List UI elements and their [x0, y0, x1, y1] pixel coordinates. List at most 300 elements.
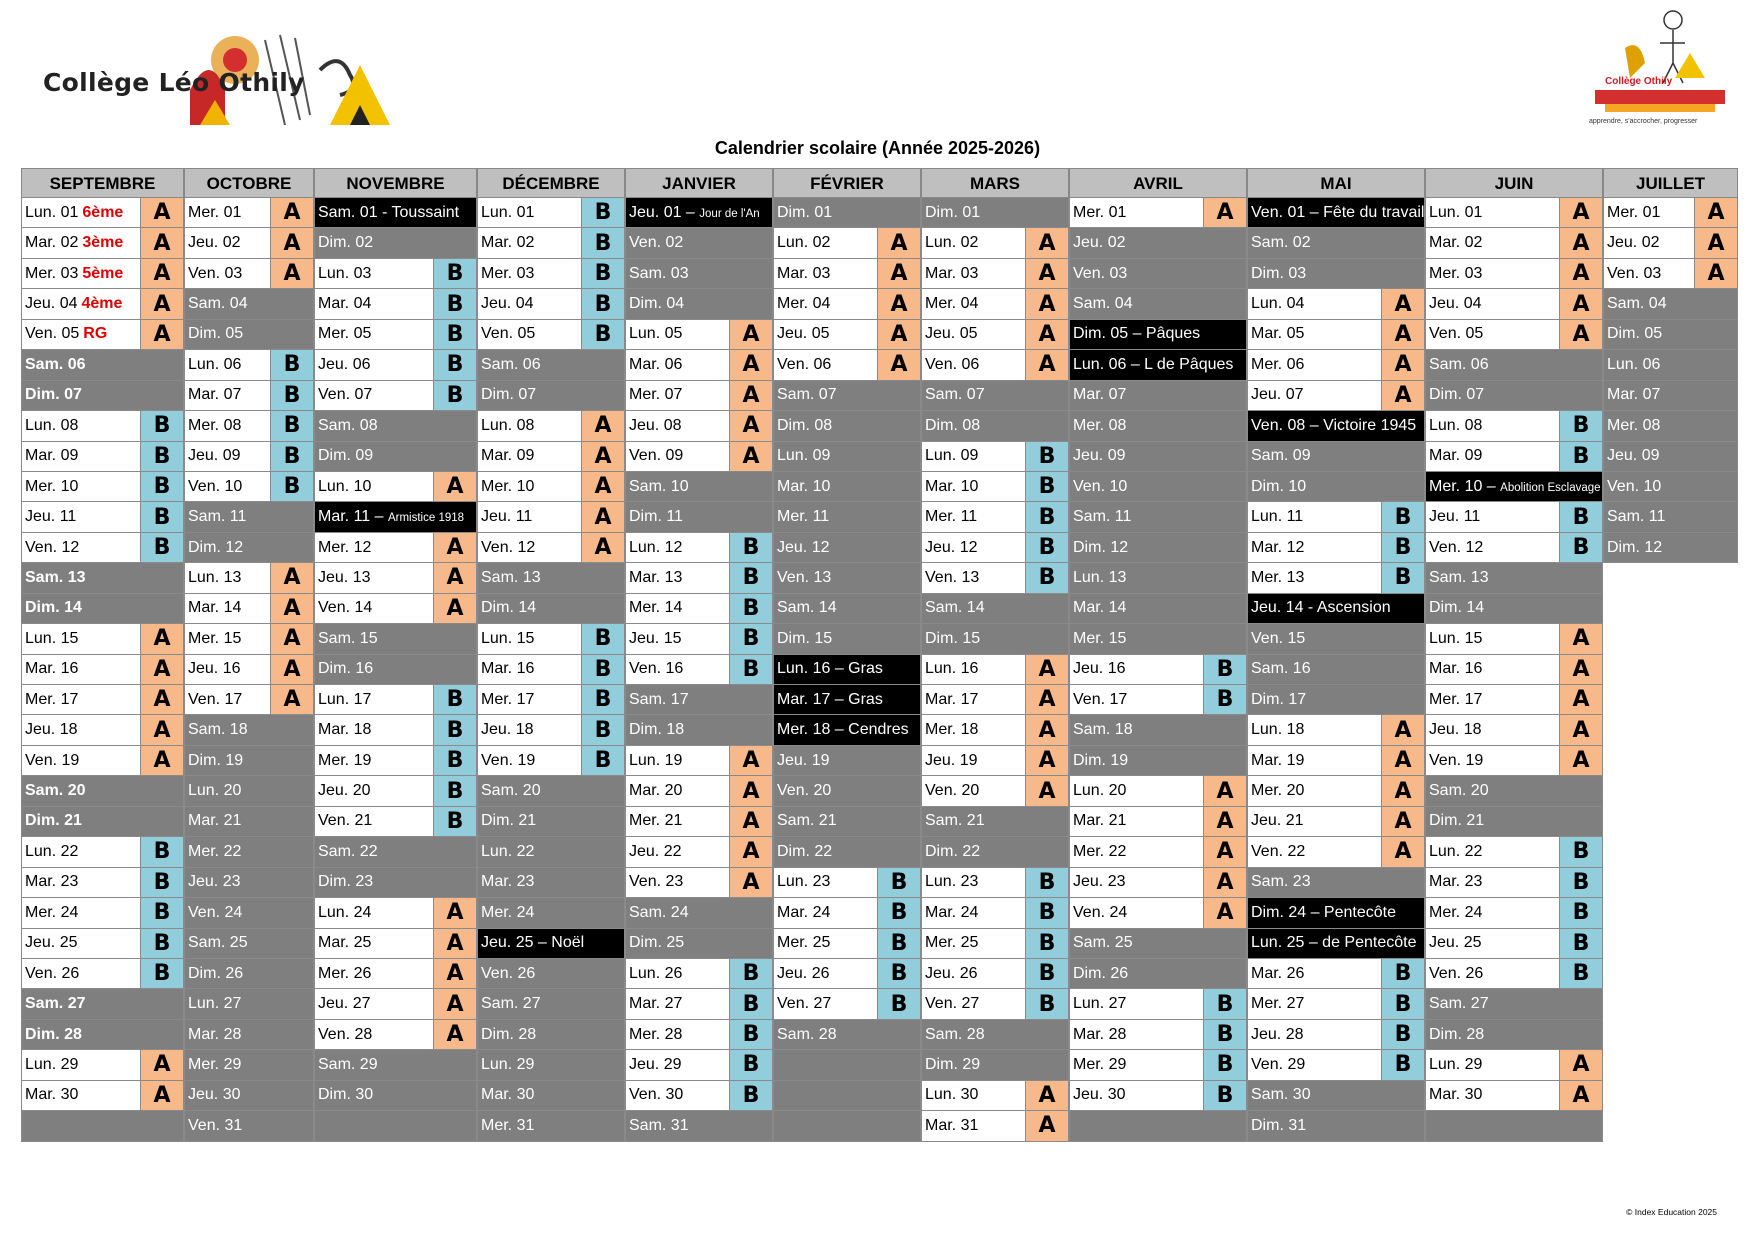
day-cell — [921, 289, 1069, 319]
day-label: Mer. 18 — [925, 721, 979, 739]
holiday-cell — [773, 685, 921, 715]
day-label: Jeu. 11 — [481, 508, 533, 526]
week-a-badge: A — [140, 624, 183, 653]
day-cell — [477, 320, 625, 350]
school-emblem — [1585, 8, 1735, 133]
day-cell — [1425, 1020, 1603, 1050]
day-label: Dim. 12 — [1607, 538, 1663, 556]
day-cell — [773, 989, 921, 1019]
day-label: Mar. 09 — [1429, 447, 1483, 465]
day-label: Sam. 06 — [25, 355, 86, 373]
day-cell — [1425, 594, 1603, 624]
day-cell — [21, 776, 184, 806]
day-cell — [1247, 746, 1425, 776]
day-cell — [21, 289, 184, 319]
week-a-badge: A — [1025, 746, 1068, 775]
day-label: Sam. 09 — [1251, 447, 1311, 465]
day-label: Mer. 31 — [481, 1116, 535, 1134]
day-label: Lun. 13 — [188, 568, 242, 586]
week-a-badge: A — [1559, 685, 1602, 714]
day-label: Lun. 06 — [1607, 355, 1661, 373]
holiday-name: Abolition Esclavage — [1500, 481, 1601, 494]
day-label: Lun. 29 — [25, 1055, 79, 1073]
day-label: Dim. 07 — [481, 386, 537, 404]
week-a-badge: A — [270, 594, 313, 623]
day-label: Mar. 23 — [481, 873, 535, 891]
day-label: Sam. 24 — [629, 903, 689, 921]
week-b-badge: B — [1559, 898, 1602, 927]
day-cell — [1069, 837, 1247, 867]
day-cell — [921, 320, 1069, 350]
day-label: Mar. 16 — [1429, 660, 1483, 678]
day-cell — [1069, 381, 1247, 411]
day-label: Jeu. 22 — [629, 842, 682, 860]
week-a-badge: A — [140, 1050, 183, 1079]
day-label: Sam. 04 — [188, 295, 248, 313]
week-a-badge: A — [877, 320, 920, 349]
day-cell — [921, 442, 1069, 472]
week-a-badge: A — [433, 929, 476, 958]
week-b-badge: B — [140, 533, 183, 562]
day-cell — [1069, 563, 1247, 593]
emblem-text: Collège Othily — [1605, 76, 1673, 87]
school-name: Collège Léo Othily — [43, 68, 305, 97]
month-header: JUIN — [1425, 168, 1603, 198]
week-a-badge: A — [1381, 776, 1424, 805]
day-label: Ven. 28 — [318, 1025, 373, 1043]
day-label: Dim. 07 — [25, 386, 82, 404]
month-header: AVRIL — [1069, 168, 1247, 198]
day-cell — [1069, 594, 1247, 624]
day-label: Lun. 05 — [629, 325, 683, 343]
day-label: Sam. 06 — [1429, 355, 1489, 373]
day-cell — [1069, 776, 1247, 806]
day-label: Mar. 25 — [318, 934, 372, 952]
day-cell — [21, 533, 184, 563]
day-cell — [625, 472, 773, 502]
holiday-name: Armistice 1918 — [387, 512, 465, 525]
day-label: Jeu. 16 — [1073, 660, 1126, 678]
day-cell — [21, 502, 184, 532]
day-cell — [1603, 259, 1738, 289]
day-cell — [1069, 228, 1247, 258]
day-label: Lun. 23 — [925, 873, 979, 891]
week-b-badge: B — [1025, 563, 1068, 592]
day-label: Mer. 28 — [629, 1025, 683, 1043]
week-a-badge: A — [1203, 898, 1246, 927]
day-cell — [1247, 1050, 1425, 1080]
week-b-badge: B — [729, 1081, 772, 1110]
day-label: Lun. 08 — [481, 416, 535, 434]
day-cell — [1069, 685, 1247, 715]
day-cell — [21, 472, 184, 502]
day-cell — [1603, 502, 1738, 532]
day-label: Jeu. 05 — [777, 325, 830, 343]
day-cell — [773, 472, 921, 502]
day-label: Sam. 20 — [481, 782, 541, 800]
day-cell — [773, 837, 921, 867]
month-header: JANVIER — [625, 168, 773, 198]
day-cell — [21, 746, 184, 776]
day-label: Dim. 22 — [925, 842, 981, 860]
day-cell — [477, 411, 625, 441]
day-cell — [21, 989, 184, 1019]
day-cell — [921, 776, 1069, 806]
day-label: Mer. 15 — [188, 629, 242, 647]
day-cell — [625, 502, 773, 532]
day-cell — [314, 837, 477, 867]
day-label: Dim. 21 — [1429, 812, 1485, 830]
day-cell — [314, 411, 477, 441]
day-cell — [184, 1081, 314, 1111]
week-b-badge: B — [140, 442, 183, 471]
week-b-badge: B — [140, 898, 183, 927]
day-label: Dim. 21 — [25, 812, 82, 830]
week-a-badge: A — [433, 533, 476, 562]
day-cell — [184, 594, 314, 624]
week-a-badge: A — [1694, 198, 1737, 227]
day-label: Jeu. 18 — [481, 721, 534, 739]
week-b-badge: B — [433, 746, 476, 775]
day-label: Mar. 16 — [25, 660, 79, 678]
week-b-badge: B — [1203, 989, 1246, 1018]
day-label: Mar. 30 — [481, 1086, 535, 1104]
day-cell — [477, 1050, 625, 1080]
day-cell — [1247, 959, 1425, 989]
week-b-badge: B — [729, 959, 772, 988]
day-cell — [1425, 320, 1603, 350]
day-label: Mer. 24 — [1429, 903, 1483, 921]
week-b-badge: B — [270, 411, 313, 440]
day-cell — [1069, 1081, 1247, 1111]
empty-cell — [773, 1111, 921, 1141]
day-cell — [21, 411, 184, 441]
day-label: Jeu. 11 — [25, 508, 77, 526]
day-cell — [773, 594, 921, 624]
day-label: Lun. 22 — [481, 842, 535, 860]
day-cell — [477, 989, 625, 1019]
week-a-badge: A — [140, 289, 183, 318]
day-label: Jeu. 14 - Ascension — [1251, 599, 1391, 617]
day-cell — [1425, 228, 1603, 258]
month-column — [1425, 168, 1603, 1142]
day-cell — [314, 320, 477, 350]
day-cell — [477, 442, 625, 472]
day-label: Lun. 16 – Gras — [777, 660, 883, 678]
day-label: Sam. 01 - Toussaint — [318, 203, 460, 221]
week-a-badge: A — [1025, 320, 1068, 349]
day-cell — [625, 868, 773, 898]
week-b-badge: B — [1025, 472, 1068, 501]
day-cell — [184, 655, 314, 685]
day-label: Jeu. 28 — [1251, 1025, 1304, 1043]
day-label: Lun. 27 — [1073, 995, 1127, 1013]
day-cell — [21, 715, 184, 745]
day-cell — [625, 563, 773, 593]
day-label: Mar. 16 — [481, 660, 535, 678]
week-a-badge: A — [1559, 1081, 1602, 1110]
week-b-badge: B — [581, 624, 624, 653]
day-cell — [184, 1020, 314, 1050]
day-label: Ven. 24 — [1073, 903, 1128, 921]
day-cell — [21, 868, 184, 898]
day-cell — [1603, 533, 1738, 563]
week-a-badge: A — [433, 594, 476, 623]
day-cell — [21, 228, 184, 258]
holiday-cell — [1425, 472, 1603, 502]
day-cell — [1247, 563, 1425, 593]
day-label: Mer. 24 — [25, 903, 79, 921]
day-label: Lun. 29 — [481, 1055, 535, 1073]
day-cell — [1425, 198, 1603, 228]
day-label: Ven. 31 — [188, 1116, 243, 1134]
day-label: Mer. 29 — [1073, 1055, 1127, 1073]
holiday-cell — [1247, 198, 1425, 228]
week-b-badge: B — [140, 837, 183, 866]
week-b-badge: B — [1381, 1020, 1424, 1049]
day-label: Mer. 22 — [1073, 842, 1127, 860]
day-cell — [184, 289, 314, 319]
day-cell — [21, 350, 184, 380]
week-a-badge: A — [270, 685, 313, 714]
week-a-badge: A — [729, 746, 772, 775]
week-b-badge: B — [1559, 959, 1602, 988]
day-cell — [477, 502, 625, 532]
day-cell — [477, 1111, 625, 1141]
week-a-badge: A — [433, 1020, 476, 1049]
day-label: Sam. 08 — [318, 416, 378, 434]
day-cell — [314, 259, 477, 289]
day-cell — [1069, 533, 1247, 563]
day-label: Lun. 06 – L de Pâques — [1073, 355, 1234, 373]
day-label: Sam. 04 — [1607, 295, 1667, 313]
day-cell — [921, 624, 1069, 654]
day-label: Dim. 05 — [1607, 325, 1663, 343]
day-label: Ven. 03 — [188, 264, 243, 282]
day-cell — [314, 655, 477, 685]
day-cell — [1247, 442, 1425, 472]
day-label: Lun. 06 — [188, 355, 242, 373]
week-a-badge: A — [1559, 289, 1602, 318]
day-cell — [773, 807, 921, 837]
day-label: Ven. 23 — [629, 873, 684, 891]
day-label: Mar. 12 — [1251, 538, 1305, 556]
day-label: Dim. 28 — [25, 1025, 82, 1043]
week-a-badge: A — [270, 259, 313, 288]
day-label: Sam. 21 — [777, 812, 837, 830]
day-label: Mer. 22 — [188, 842, 242, 860]
week-b-badge: B — [140, 472, 183, 501]
day-cell — [477, 381, 625, 411]
day-cell — [184, 898, 314, 928]
day-label: Ven. 05 — [1429, 325, 1484, 343]
day-label: Lun. 17 — [318, 690, 372, 708]
day-label: Ven. 10 — [1073, 477, 1128, 495]
week-b-badge: B — [433, 715, 476, 744]
day-label: Ven. 12 — [1429, 538, 1484, 556]
week-b-badge: B — [1203, 1020, 1246, 1049]
day-cell — [477, 898, 625, 928]
day-label: Mer. 25 — [777, 934, 831, 952]
holiday-cell — [477, 929, 625, 959]
day-label: Mer. 01 — [188, 203, 242, 221]
day-label: Mer. 17 — [25, 690, 79, 708]
day-label: Lun. 23 — [777, 873, 831, 891]
day-label: Ven. 20 — [777, 782, 832, 800]
day-label: Ven. 13 — [925, 568, 980, 586]
month-column — [184, 168, 314, 1142]
page-title: Calendrier scolaire (Année 2025-2026) — [714, 138, 1041, 158]
week-a-badge: A — [877, 289, 920, 318]
week-b-badge: B — [1559, 929, 1602, 958]
day-label: Mer. 20 — [1251, 782, 1305, 800]
day-label: Lun. 09 — [925, 447, 979, 465]
day-cell — [314, 959, 477, 989]
day-label: Jeu. 06 — [318, 355, 371, 373]
day-label: Lun. 10 — [318, 477, 372, 495]
day-cell — [773, 198, 921, 228]
month-header: MAI — [1247, 168, 1425, 198]
day-label: Mar. 21 — [1073, 812, 1127, 830]
day-label: Mar. 03 — [925, 264, 979, 282]
day-cell — [184, 502, 314, 532]
day-label: Mer. 11 — [925, 508, 978, 526]
day-label: Lun. 09 — [777, 447, 831, 465]
day-label: Lun. 02 — [925, 234, 979, 252]
day-cell — [625, 381, 773, 411]
week-b-badge: B — [729, 989, 772, 1018]
week-a-badge: A — [581, 411, 624, 440]
week-a-badge: A — [729, 350, 772, 379]
day-cell — [1425, 442, 1603, 472]
day-label: Mar. 07 — [1073, 386, 1127, 404]
day-label: Jeu. 21 — [1251, 812, 1304, 830]
day-label: Jeu. 07 — [1251, 386, 1304, 404]
day-label: Mar. 14 — [188, 599, 242, 617]
week-b-badge: B — [1559, 837, 1602, 866]
day-label: Dim. 21 — [481, 812, 537, 830]
day-cell — [1069, 624, 1247, 654]
day-label: Mar. 19 — [1251, 751, 1305, 769]
day-label: Dim. 17 — [1251, 690, 1307, 708]
day-label: Sam. 16 — [1251, 660, 1311, 678]
day-cell — [314, 1020, 477, 1050]
day-label: Sam. 27 — [25, 995, 86, 1013]
day-label: Jeu. 05 — [925, 325, 978, 343]
week-b-badge: B — [1203, 685, 1246, 714]
day-cell — [1603, 442, 1738, 472]
day-cell — [625, 746, 773, 776]
day-label: Jeu. 15 — [629, 629, 682, 647]
month-column — [21, 168, 184, 1142]
day-label: Mer. 06 — [1251, 355, 1305, 373]
day-cell — [184, 533, 314, 563]
day-cell — [477, 472, 625, 502]
day-label: Mar. 26 — [1251, 964, 1305, 982]
day-label: Ven. 15 — [1251, 629, 1306, 647]
day-label: Ven. 30 — [629, 1086, 684, 1104]
day-label: Mer. 24 — [481, 903, 535, 921]
day-label: Sam. 06 — [481, 355, 541, 373]
week-b-badge: B — [581, 655, 624, 684]
week-a-badge: A — [140, 198, 183, 227]
day-cell — [1425, 837, 1603, 867]
day-cell — [1069, 746, 1247, 776]
day-label: Mer. 14 — [629, 599, 683, 617]
day-cell — [477, 746, 625, 776]
week-b-badge: B — [1381, 989, 1424, 1018]
day-label: Lun. 19 — [629, 751, 683, 769]
month-header: SEPTEMBRE — [21, 168, 184, 198]
day-label: Dim. 12 — [1073, 538, 1129, 556]
week-b-badge: B — [1381, 959, 1424, 988]
day-cell — [625, 411, 773, 441]
day-cell — [184, 746, 314, 776]
day-label: Dim. 14 — [25, 599, 82, 617]
day-label: Lun. 03 — [318, 264, 372, 282]
day-cell — [921, 746, 1069, 776]
day-cell — [184, 837, 314, 867]
day-cell — [184, 472, 314, 502]
day-label: Mar. 17 — [925, 690, 979, 708]
day-label: Mer. 04 — [777, 295, 831, 313]
day-cell — [921, 1111, 1069, 1141]
day-cell — [921, 1050, 1069, 1080]
day-label: Jeu. 02 — [1607, 234, 1660, 252]
week-a-badge: A — [433, 563, 476, 592]
day-label: Sam. 22 — [318, 842, 378, 860]
day-cell — [21, 1081, 184, 1111]
day-label: Jeu. 11 — [1429, 508, 1481, 526]
day-cell — [314, 624, 477, 654]
day-label: Mer. 10 — [25, 477, 79, 495]
week-b-badge: B — [140, 959, 183, 988]
day-label: Jeu. 04 4ème — [25, 295, 123, 313]
day-cell — [921, 685, 1069, 715]
day-cell — [477, 959, 625, 989]
day-cell — [921, 594, 1069, 624]
day-label: Mar. 14 — [1073, 599, 1127, 617]
holiday-name: Jour de l'An — [699, 207, 760, 220]
day-cell — [477, 715, 625, 745]
holiday-cell — [314, 502, 477, 532]
day-label: Lun. 20 — [188, 782, 242, 800]
week-a-badge: A — [877, 350, 920, 379]
day-label: Sam. 28 — [777, 1025, 837, 1043]
day-label: Mar. 13 — [629, 568, 683, 586]
day-label: Mer. 03 5ème — [25, 264, 124, 282]
day-label: Ven. 19 — [481, 751, 536, 769]
day-cell — [921, 198, 1069, 228]
day-label: Sam. 23 — [1251, 873, 1311, 891]
day-cell — [1603, 228, 1738, 258]
day-cell — [773, 898, 921, 928]
week-b-badge: B — [1559, 533, 1602, 562]
day-cell — [921, 411, 1069, 441]
day-label: Lun. 04 — [1251, 295, 1305, 313]
day-label: Ven. 12 — [25, 538, 80, 556]
day-label: Sam. 28 — [925, 1025, 985, 1043]
day-cell — [477, 563, 625, 593]
month-header: NOVEMBRE — [314, 168, 477, 198]
week-a-badge: A — [1203, 776, 1246, 805]
week-b-badge: B — [433, 776, 476, 805]
day-cell — [21, 442, 184, 472]
month-column — [477, 168, 625, 1142]
week-b-badge: B — [729, 1050, 772, 1079]
day-cell — [625, 442, 773, 472]
month-header: MARS — [921, 168, 1069, 198]
